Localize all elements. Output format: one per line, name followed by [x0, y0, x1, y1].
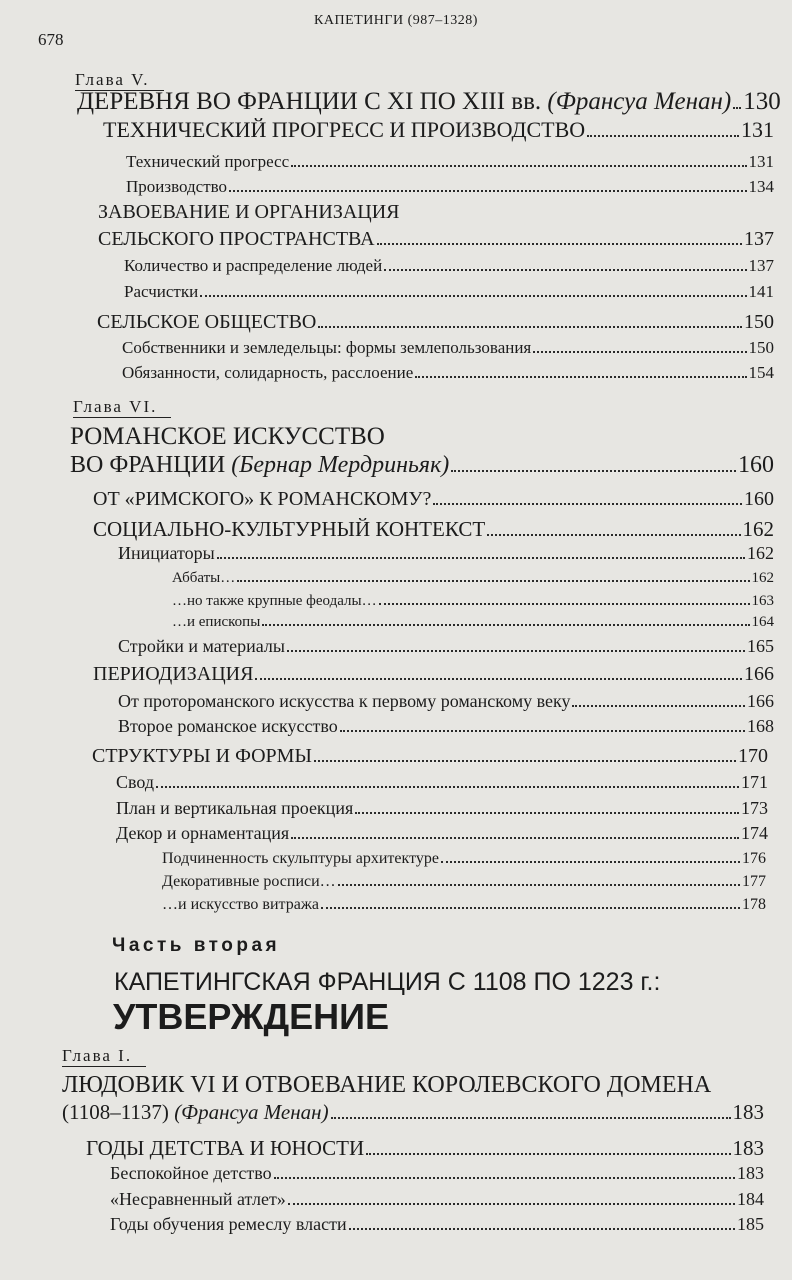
leader-dots [340, 717, 745, 732]
chapter-6-title[interactable] [70, 452, 774, 479]
leader-dots [321, 895, 740, 909]
part-2-label: Часть вторая [112, 935, 281, 956]
entry-title: Годы обучения ремеслу власти [110, 1214, 347, 1234]
leader-dots [415, 364, 746, 378]
leader-dots [217, 544, 745, 559]
entry-title: Декор и орнаментация [116, 823, 290, 843]
leader-dots [229, 178, 746, 192]
section-page: 162 [742, 517, 774, 541]
leader-dots [487, 519, 740, 536]
entry-page: 163 [751, 592, 774, 609]
toc-entry[interactable] [118, 543, 774, 564]
section-social-context[interactable] [93, 517, 774, 542]
leader-dots [288, 1190, 735, 1205]
toc-entry[interactable] [118, 691, 774, 712]
leader-dots [587, 119, 739, 137]
entry-title: Производство [126, 177, 228, 196]
leader-dots [533, 339, 746, 353]
entry-title: Аббаты… [172, 569, 236, 586]
entry-page: 141 [748, 282, 774, 301]
entry-page: 177 [742, 872, 766, 890]
chapter-6-title-line1: РОМАНСКОЕ ИСКУССТВО [70, 423, 385, 450]
entry-page: 165 [747, 636, 774, 656]
toc-entry[interactable] [122, 363, 774, 383]
entry-page: 173 [741, 798, 768, 818]
entry-title: …и искусство витража [162, 895, 319, 913]
chapter-author: (Франсуа Менан) [174, 1100, 329, 1124]
leader-dots [349, 1215, 735, 1230]
section-conquest-line1: ЗАВОЕВАНИЕ И ОРГАНИЗАЦИЯ [98, 201, 400, 223]
leader-dots [237, 569, 749, 582]
entry-title: План и вертикальная проекция [116, 798, 354, 818]
entry-page: 184 [737, 1189, 764, 1209]
leader-dots [377, 229, 742, 245]
section-page: 150 [744, 311, 774, 333]
part-2-chapter-1-title-line1: ЛЮДОВИК VI И ОТВОЕВАНИЕ КОРОЛЕВСКОГО ДОМЕНА [62, 1072, 712, 1098]
toc-entry[interactable] [126, 152, 774, 172]
toc-entry[interactable] [116, 772, 768, 793]
entry-page: 134 [748, 177, 774, 196]
chapter-5-label: Глава V. [75, 70, 164, 91]
leader-dots [318, 312, 742, 328]
toc-subentry[interactable] [162, 895, 766, 914]
part-2-chapter-1-label: Глава I. [62, 1046, 146, 1067]
section-tech-progress[interactable] [103, 117, 774, 143]
toc-entry[interactable] [118, 716, 774, 737]
chapter-5-title[interactable] [77, 88, 781, 116]
leader-dots [384, 257, 746, 271]
entry-title: Количество и распределение людей [124, 256, 383, 275]
leader-dots [338, 872, 740, 886]
entry-title: Декоративные росписи… [162, 872, 336, 890]
leader-dots [156, 773, 739, 788]
leader-dots [733, 89, 741, 109]
leader-dots [262, 613, 749, 626]
toc-entry[interactable] [116, 798, 768, 819]
leader-dots [451, 453, 736, 472]
entry-page: 166 [747, 691, 774, 711]
section-title: СЕЛЬСКОГО ПРОСТРАНСТВА [98, 228, 375, 250]
leader-dots [291, 153, 746, 167]
entry-page: 174 [741, 823, 768, 843]
leader-dots [355, 799, 739, 814]
entry-title: От протороманского искусства к первому романскому веку [118, 691, 571, 711]
section-title: ТЕХНИЧЕСКИЙ ПРОГРЕСС И ПРОИЗВОДСТВО [103, 117, 586, 142]
chapter-6-label: Глава VI. [73, 397, 171, 418]
section-page: 166 [744, 663, 774, 685]
section-title: ПЕРИОДИЗАЦИЯ [93, 663, 254, 685]
running-title: КАПЕТИНГИ (987–1328) [314, 13, 478, 28]
entry-title: …и епископы [172, 613, 261, 630]
leader-dots [287, 637, 745, 652]
chapter-dates: (1108–1137) [62, 1100, 169, 1124]
entry-page: 185 [737, 1214, 764, 1234]
toc-subentry[interactable] [172, 569, 774, 587]
toc-subentry[interactable] [162, 849, 766, 868]
entry-title: Свод [116, 772, 155, 792]
toc-entry[interactable] [118, 636, 774, 657]
section-title: ОТ «РИМСКОГО» К РОМАНСКОМУ? [93, 488, 432, 510]
toc-subentry[interactable] [172, 592, 774, 610]
toc-entry[interactable] [124, 282, 774, 302]
toc-entry[interactable] [110, 1163, 764, 1184]
section-periodization[interactable] [93, 663, 774, 686]
chapter-page: 183 [732, 1100, 764, 1124]
toc-subentry[interactable] [172, 613, 774, 631]
section-title: СЕЛЬСКОЕ ОБЩЕСТВО [97, 311, 317, 333]
entry-page: 154 [748, 363, 774, 382]
leader-dots [274, 1164, 735, 1179]
part-2-title-line2: УТВЕРЖДЕНИЕ [113, 996, 390, 1037]
part-2-title-line1: КАПЕТИНГСКАЯ ФРАНЦИЯ С 1108 ПО 1223 г.: [114, 968, 661, 996]
toc-entry[interactable] [126, 177, 774, 197]
chapter-6-page: 160 [738, 452, 774, 478]
entry-title: Обязанности, солидарность, расслоение [122, 363, 414, 382]
toc-entry[interactable] [110, 1189, 764, 1210]
chapter-5-page: 130 [743, 88, 781, 115]
chapter-6-author: (Бернар Мердриньяк) [231, 452, 450, 478]
entry-title: Собственники и земледельцы: формы землепользования [122, 338, 532, 357]
entry-title: «Несравненный атлет» [110, 1189, 286, 1209]
entry-page: 183 [737, 1163, 764, 1183]
entry-title: Расчистки [124, 282, 199, 301]
entry-page: 137 [748, 256, 774, 275]
leader-dots [379, 592, 750, 605]
leader-dots [572, 692, 745, 707]
entry-page: 162 [747, 543, 774, 563]
toc-entry[interactable] [122, 338, 774, 358]
section-childhood-youth[interactable] [86, 1136, 764, 1161]
entry-title: Стройки и материалы [118, 636, 286, 656]
section-structures[interactable] [92, 745, 768, 768]
section-title: СОЦИАЛЬНО-КУЛЬТУРНЫЙ КОНТЕКСТ [93, 517, 486, 541]
entry-page: 178 [742, 895, 766, 913]
chapter-6-title-text: ВО ФРАНЦИИ [70, 452, 226, 478]
section-roman-to-romanesque[interactable] [93, 488, 774, 511]
entry-page: 131 [748, 152, 774, 171]
entry-page: 162 [751, 569, 774, 586]
toc-entry[interactable] [110, 1214, 764, 1235]
page-number: 678 [38, 30, 64, 49]
toc-entry[interactable] [124, 256, 774, 276]
entry-page: 168 [747, 716, 774, 736]
entry-page: 176 [742, 849, 766, 867]
section-page: 137 [744, 228, 774, 250]
leader-dots [331, 1102, 731, 1119]
section-page: 131 [741, 117, 774, 142]
part-2-chapter-1-title[interactable] [62, 1100, 764, 1125]
entry-title: Второе романское искусство [118, 716, 338, 736]
leader-dots [291, 824, 739, 839]
section-page: 170 [738, 745, 768, 767]
toc-subentry[interactable] [162, 872, 766, 891]
section-title: СТРУКТУРЫ И ФОРМЫ [92, 745, 312, 767]
leader-dots [366, 1138, 730, 1155]
leader-dots [255, 664, 742, 680]
section-page: 183 [732, 1136, 764, 1160]
entry-title: Подчиненность скульптуры архитектуре [162, 849, 439, 867]
entry-title: Инициаторы [118, 543, 215, 563]
toc-entry[interactable] [116, 823, 768, 844]
section-title: ГОДЫ ДЕТСТВА И ЮНОСТИ [86, 1136, 365, 1160]
section-conquest[interactable] [98, 228, 774, 251]
entry-page: 150 [748, 338, 774, 357]
chapter-5-author: (Франсуа Менан) [547, 88, 732, 115]
section-rural-society[interactable] [97, 311, 774, 334]
entry-title: Технический прогресс [126, 152, 290, 171]
leader-dots [433, 489, 742, 505]
section-page: 160 [744, 488, 774, 510]
chapter-5-title-text: ДЕРЕВНЯ ВО ФРАНЦИИ С XI ПО XIII вв. [77, 88, 542, 115]
entry-page: 164 [751, 613, 774, 630]
leader-dots [441, 849, 740, 863]
leader-dots [200, 283, 746, 297]
leader-dots [314, 746, 736, 762]
entry-title: Беспокойное детство [110, 1163, 272, 1183]
entry-title: …но также крупные феодалы… [172, 592, 377, 609]
entry-page: 171 [741, 772, 768, 792]
